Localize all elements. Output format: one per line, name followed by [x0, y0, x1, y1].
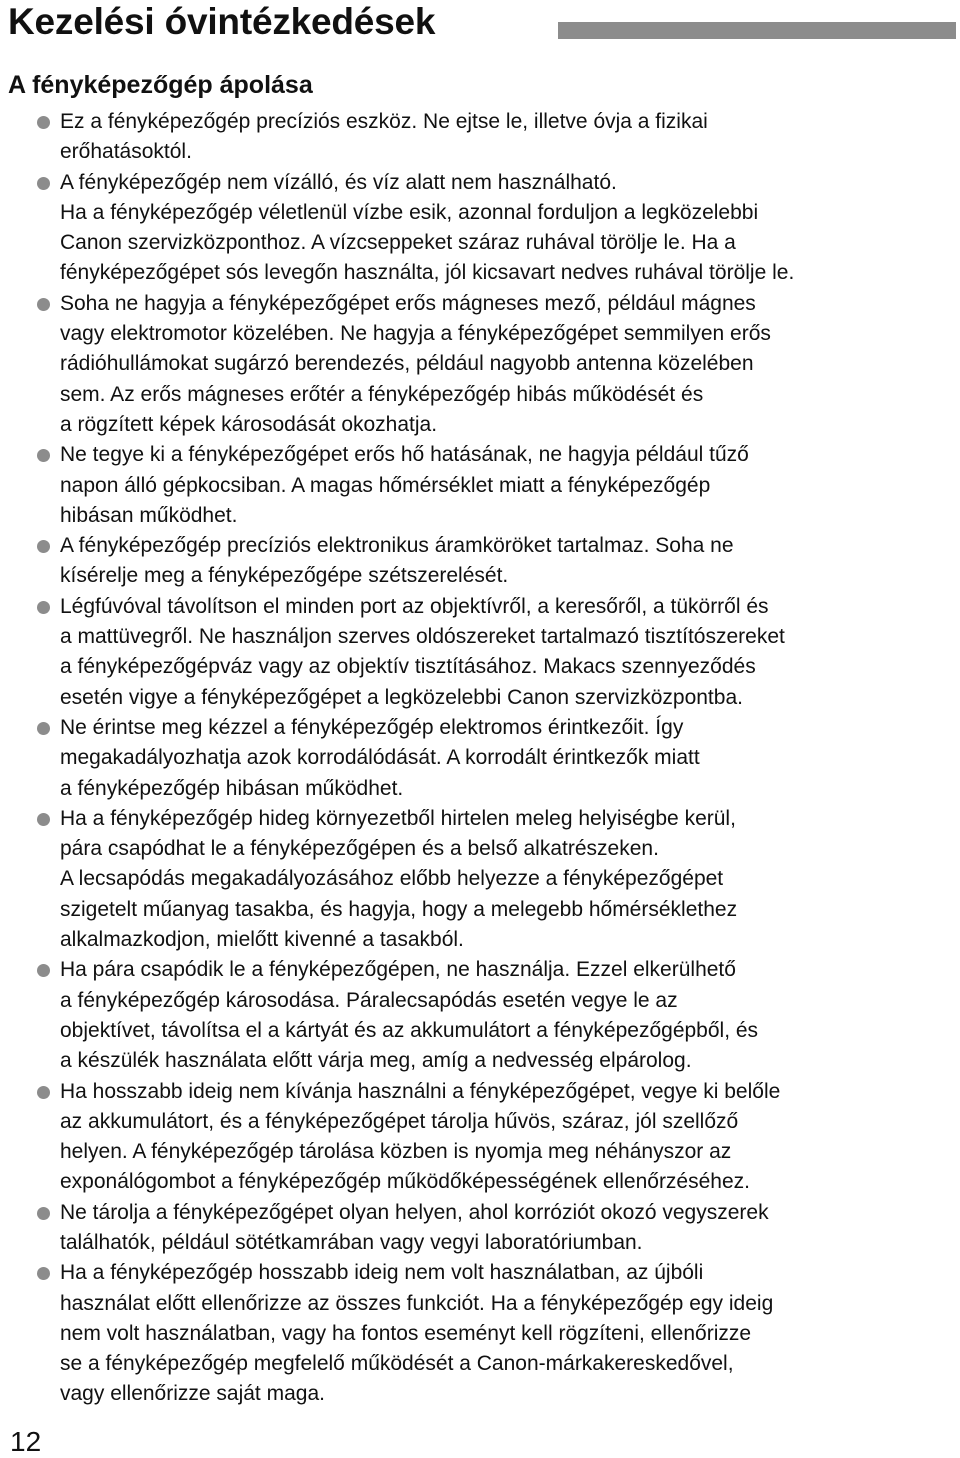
list-item [0, 1258, 960, 1409]
list-item [0, 1198, 960, 1259]
bullet-dot-icon [37, 722, 50, 735]
list-item-text: Ha hosszabb ideig nem kívánja használni a fényképezőgépet, vegye ki belőle az akkumulátort, és a fényképezőgépet tárolja hűvös, száraz, jól szellőző helyen. A fényképezőgép tárolása közben is nyomja meg néhányszor az exponálógombot a fényképezőgép működőképességének ellenőrzéséhez. [60, 1079, 781, 1194]
list-item [0, 804, 960, 955]
page-title: Kezelési óvintézkedések [8, 1, 436, 42]
bullet-dot-icon [37, 298, 50, 311]
bullet-dot-icon [37, 1207, 50, 1220]
list-item-text: Ne tegye ki a fényképezőgépet erős hő hatásának, ne hagyja például tűző napon álló gépkocsiban. A magas hőmérséklet miatt a fényképezőgép hibásan működhet. [60, 443, 749, 527]
list-item [0, 1077, 960, 1198]
care-instructions-list [0, 107, 960, 1410]
list-item-text: Ez a fényképezőgép precíziós eszköz. Ne ejtse le, illetve óvja a fizikai erőhatásoktól. [60, 110, 708, 164]
bullet-dot-icon [37, 116, 50, 129]
list-item-text: Ha a fényképezőgép hideg környezetből hirtelen meleg helyiségbe kerül, pára csapódhat le a fényképezőgépen és a belső alkatrészeken. A lecsapódás megakadályozásához előbb helyezze a fényképezőgépet szigetelt műanyag tasakba, és hagyja, hogy a melegebb hőmérséklethez alkalmazkodjon, mielőtt kivenné a tasakból. [60, 806, 738, 952]
list-item [0, 168, 960, 289]
bullet-dot-icon [37, 540, 50, 553]
list-item-text: Ne érintse meg kézzel a fényképezőgép elektromos érintkezőit. Így megakadályozhatja azok korrodálódását. A korrodált érintkezők miatt a fényképezőgép hibásan működhet. [60, 715, 700, 800]
list-item [0, 107, 960, 168]
list-item [0, 531, 960, 592]
list-item-text: A fényképezőgép nem vízálló, és víz alatt nem használható. Ha a fényképezőgép véletlenül vízbe esik, azonnal forduljon a legközelebbi Canon szervizközponthoz. A vízcseppeket száraz ruhával törölje le. Ha a fényképezőgépet sós levegőn használta, jól kicsavart nedves ruhával törölje le. [60, 170, 795, 285]
bullet-dot-icon [37, 813, 50, 826]
list-item [0, 955, 960, 1076]
bullet-dot-icon [37, 1267, 50, 1280]
list-item [0, 592, 960, 713]
bullet-dot-icon [37, 177, 50, 190]
list-item-text: A fényképezőgép precíziós elektronikus áramköröket tartalmaz. Soha ne kísérelje meg a fényképezőgépe szétszerelését. [60, 534, 734, 588]
title-decoration-bar [558, 22, 956, 39]
list-item [0, 713, 960, 804]
list-item [0, 289, 960, 440]
list-item [0, 440, 960, 531]
bullet-dot-icon [37, 1086, 50, 1099]
bullet-dot-icon [37, 964, 50, 977]
page-number: 12 [10, 1426, 42, 1457]
list-item-text: Légfúvóval távolítson el minden port az objektívről, a keresőről, a tükörről és a mattüvegről. Ne használjon szerves oldószereket tartalmazó tisztítószereket a fényképezőgépváz vagy az objektív tisztításához. Makacs szennyeződés esetén vigye a fényképezőgépet a legközelebbi Canon szervizközpontba. [60, 594, 785, 709]
list-item-text: Ne tárolja a fényképezőgépet olyan helyen, ahol korróziót okozó vegyszerek találhatók, például sötétkamrában vagy vegyi laboratóriumban. [60, 1200, 769, 1254]
section-heading: A fényképezőgép ápolása [8, 71, 313, 99]
bullet-dot-icon [37, 449, 50, 462]
list-item-text: Ha a fényképezőgép hosszabb ideig nem volt használatban, az újbóli használat előtt ellenőrizze az összes funkciót. Ha a fényképezőgép egy ideig nem volt használatban, vagy ha fontos eseményt kell rögzíteni, ellenőrizze se a fényképezőgép megfelelő működését a Canon-márkakereskedővel, vagy ellenőrizze saját maga. [60, 1261, 774, 1406]
bullet-dot-icon [37, 601, 50, 614]
list-item-text: Soha ne hagyja a fényképezőgépet erős mágneses mező, például mágnes vagy elektromotor közelében. Ne hagyja a fényképezőgépet semmilyen erős rádióhullámokat sugárzó berendezés, például nagyobb antenna közelében sem. Az erős mágneses erőtér a fényképezőgép hibás működését és a rögzített képek károsodását okozhatja. [60, 291, 771, 436]
list-item-text: Ha pára csapódik le a fényképezőgépen, ne használja. Ezzel elkerülhető a fényképezőgép károsodása. Páralecsapódás esetén vegye le az objektívet, távolítsa el a kártyát és az akkumulátort a fényképezőgépből, és a készülék használata előtt várja meg, amíg a nedvesség elpárolog. [60, 958, 759, 1073]
